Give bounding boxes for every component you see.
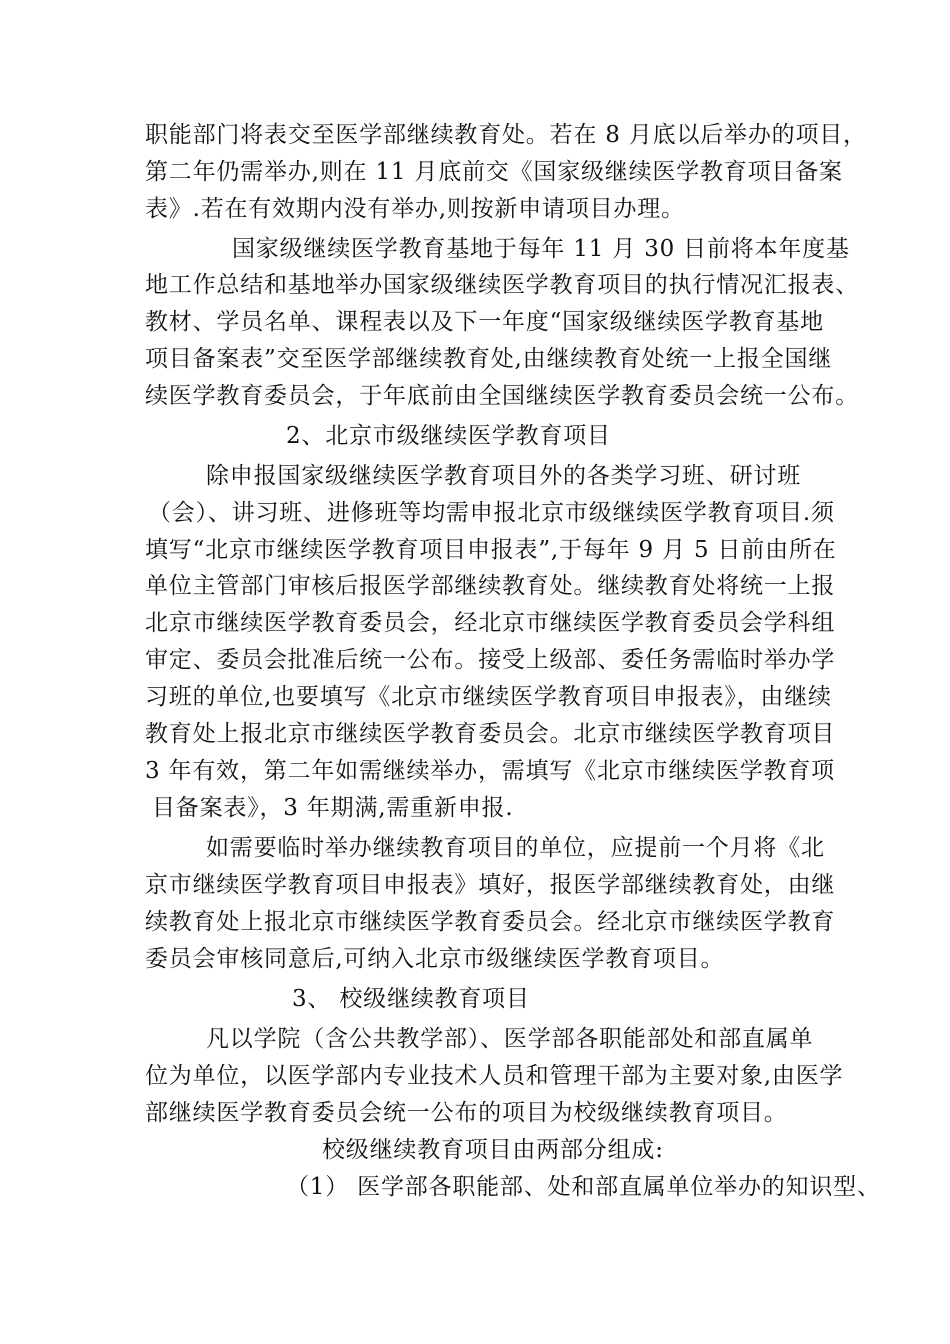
text-line: 京市继续医学教育项目申报表》填好，报医学部继续教育处，由继 (145, 872, 836, 898)
text-line: 第二年仍需举办,则在 11 月底前交《国家级继续医学教育项目备案 (145, 159, 843, 185)
text-line: 审定、委员会批准后统一公布。接受上级部、委任务需临时举办学 (145, 647, 836, 673)
text-line: 续教育处上报北京市继续医学教育委员会。经北京市继续医学教育 (145, 909, 836, 935)
text-line: 表》.若在有效期内没有举办,则按新申请项目办理。 (145, 196, 685, 222)
text-line: 职能部门将表交至医学部继续教育处。若在 8 月底以后举办的项目， (145, 122, 867, 148)
text-line: 习班的单位,也要填写《北京市继续医学教育项目申报表》，由继续 (145, 684, 832, 710)
text-line: 单位主管部门审核后报医学部继续教育处。继续教育处将统一上报 (145, 573, 836, 599)
text-line: 目备案表》，3 年期满,需重新申报. (152, 795, 514, 821)
text-line: 3 年有效，第二年如需继续举办，需填写《北京市继续医学教育项 (145, 758, 835, 784)
section-heading: 2、北京市级继续医学教育项目 (286, 423, 611, 449)
text-line: 如需要临时举办继续教育项目的单位，应提前一个月将《北 (206, 835, 825, 861)
text-line: 国家级继续医学教育基地于每年 11 月 30 日前将本年度基 (232, 236, 850, 262)
section-heading: 3、 校级继续教育项目 (292, 986, 530, 1012)
text-line: 委员会审核同意后,可纳入北京市级继续医学教育项目。 (145, 946, 725, 972)
list-item: （1） 医学部各职能部、处和部直属单位举办的知识型、 (286, 1174, 881, 1200)
text-line: 除申报国家级继续医学教育项目外的各类学习班、研讨班 (206, 463, 801, 489)
text-line: 教材、学员名单、课程表以及下一年度“国家级继续医学教育基地 (145, 309, 824, 335)
text-line: （会）、讲习班、进修班等均需申报北京市级继续医学教育项目.须 (148, 500, 835, 526)
text-line: 凡以学院（含公共教学部）、医学部各职能部处和部直属单 (206, 1026, 814, 1052)
text-line: 项目备案表”交至医学部继续教育处,由继续教育处统一上报全国继 (145, 346, 833, 372)
text-line: 续医学教育委员会，于年底前由全国继续医学教育委员会统一公布。 (145, 383, 859, 409)
text-line: 部继续医学教育委员会统一公布的项目为校级继续教育项目。 (145, 1100, 788, 1126)
text-line: 填写“北京市继续医学教育项目申报表”,于每年 9 月 5 日前由所在 (145, 537, 837, 563)
text-line: 教育处上报北京市继续医学教育委员会。北京市继续医学教育项目 (145, 721, 836, 747)
text-line: 北京市继续医学教育委员会，经北京市继续医学教育委员会学科组 (145, 610, 836, 636)
text-line: 位为单位，以医学部内专业技术人员和管理干部为主要对象,由医学 (145, 1063, 844, 1089)
text-line: 地工作总结和基地举办国家级继续医学教育项目的执行情况汇报表、 (145, 272, 859, 298)
text-line: 校级继续教育项目由两部分组成: (322, 1137, 664, 1163)
